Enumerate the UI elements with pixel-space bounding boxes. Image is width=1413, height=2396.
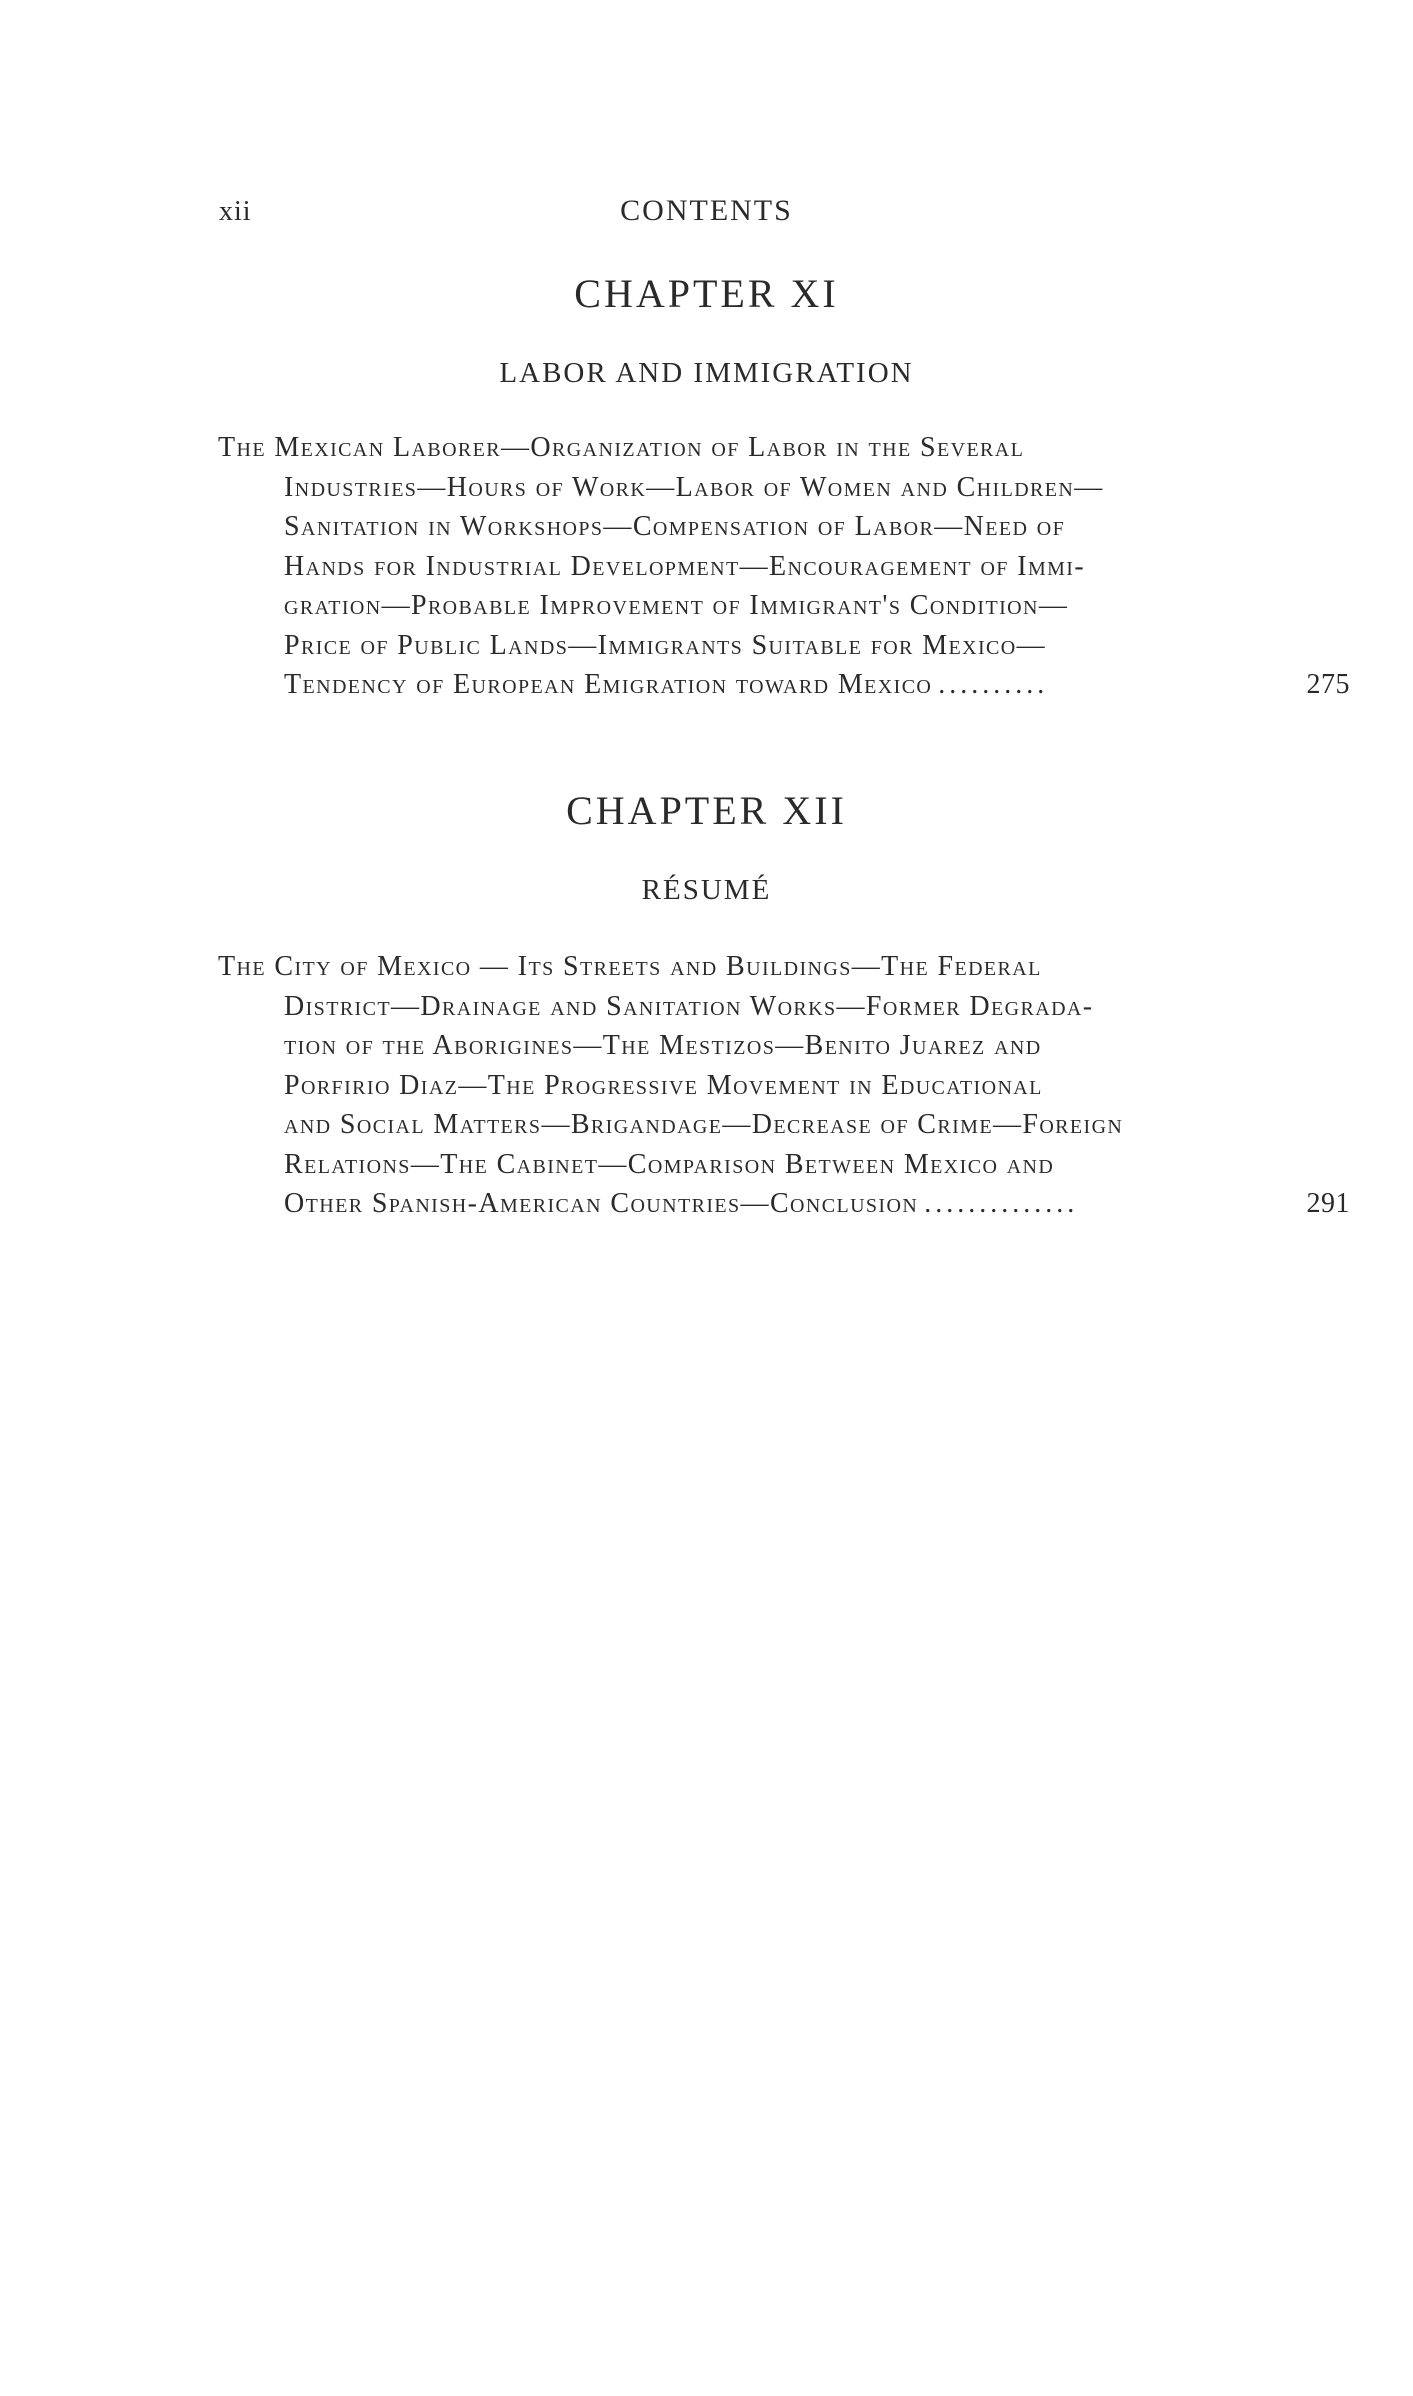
page-reference: 275: [1306, 669, 1350, 700]
summary-line: Sanitation in Workshops—Compensation of Labor—Need of: [284, 511, 1066, 542]
chapter-summary: [218, 947, 1350, 1224]
chapter-subtitle: LABOR AND IMMIGRATION: [499, 357, 914, 389]
dot-leader: ..........: [938, 669, 1049, 700]
summary-line: The Mexican Laborer—Organization of Labor in the Several: [218, 432, 1025, 463]
summary-line: The City of Mexico — Its Streets and Buildings—The Federal: [218, 951, 1042, 982]
summary-line: and Social Matters—Brigandage—Decrease of Crime—Foreign: [284, 1109, 1124, 1140]
summary-line-last: [218, 665, 1350, 705]
page-reference: 291: [1306, 1188, 1350, 1219]
summary-line-last: [218, 1184, 1350, 1224]
chapter-heading: CHAPTER XI: [574, 271, 839, 316]
summary-line: Hands for Industrial Development—Encouragement of Immi-: [284, 550, 1086, 582]
summary-line: tion of the Aborigines—The Mestizos—Benito Juarez and: [284, 1030, 1042, 1061]
chapter-heading: CHAPTER XII: [566, 788, 847, 833]
summary-line-text: Tendency of European Emigration toward Mexico: [284, 669, 933, 700]
page-number: xii: [219, 196, 252, 227]
summary-line: District—Drainage and Sanitation Works—Former Degrada-: [284, 990, 1094, 1022]
running-head: CONTENTS: [620, 194, 793, 227]
summary-line: Porfirio Diaz—The Progressive Movement in Educational: [284, 1069, 1043, 1101]
summary-line: Industries—Hours of Work—Labor of Women and Children—: [284, 471, 1104, 503]
summary-line-text: Other Spanish-American Countries—Conclusion: [284, 1188, 919, 1219]
summary-line: Relations—The Cabinet—Comparison Between Mexico and: [284, 1148, 1055, 1180]
summary-line: gration—Probable Improvement of Immigrant's Condition—: [284, 590, 1069, 621]
chapter-summary: [218, 428, 1350, 705]
summary-line: Price of Public Lands—Immigrants Suitable for Mexico—: [284, 629, 1046, 661]
dot-leader: ..............: [924, 1188, 1079, 1219]
chapter-subtitle: RÉSUMÉ: [641, 874, 772, 906]
